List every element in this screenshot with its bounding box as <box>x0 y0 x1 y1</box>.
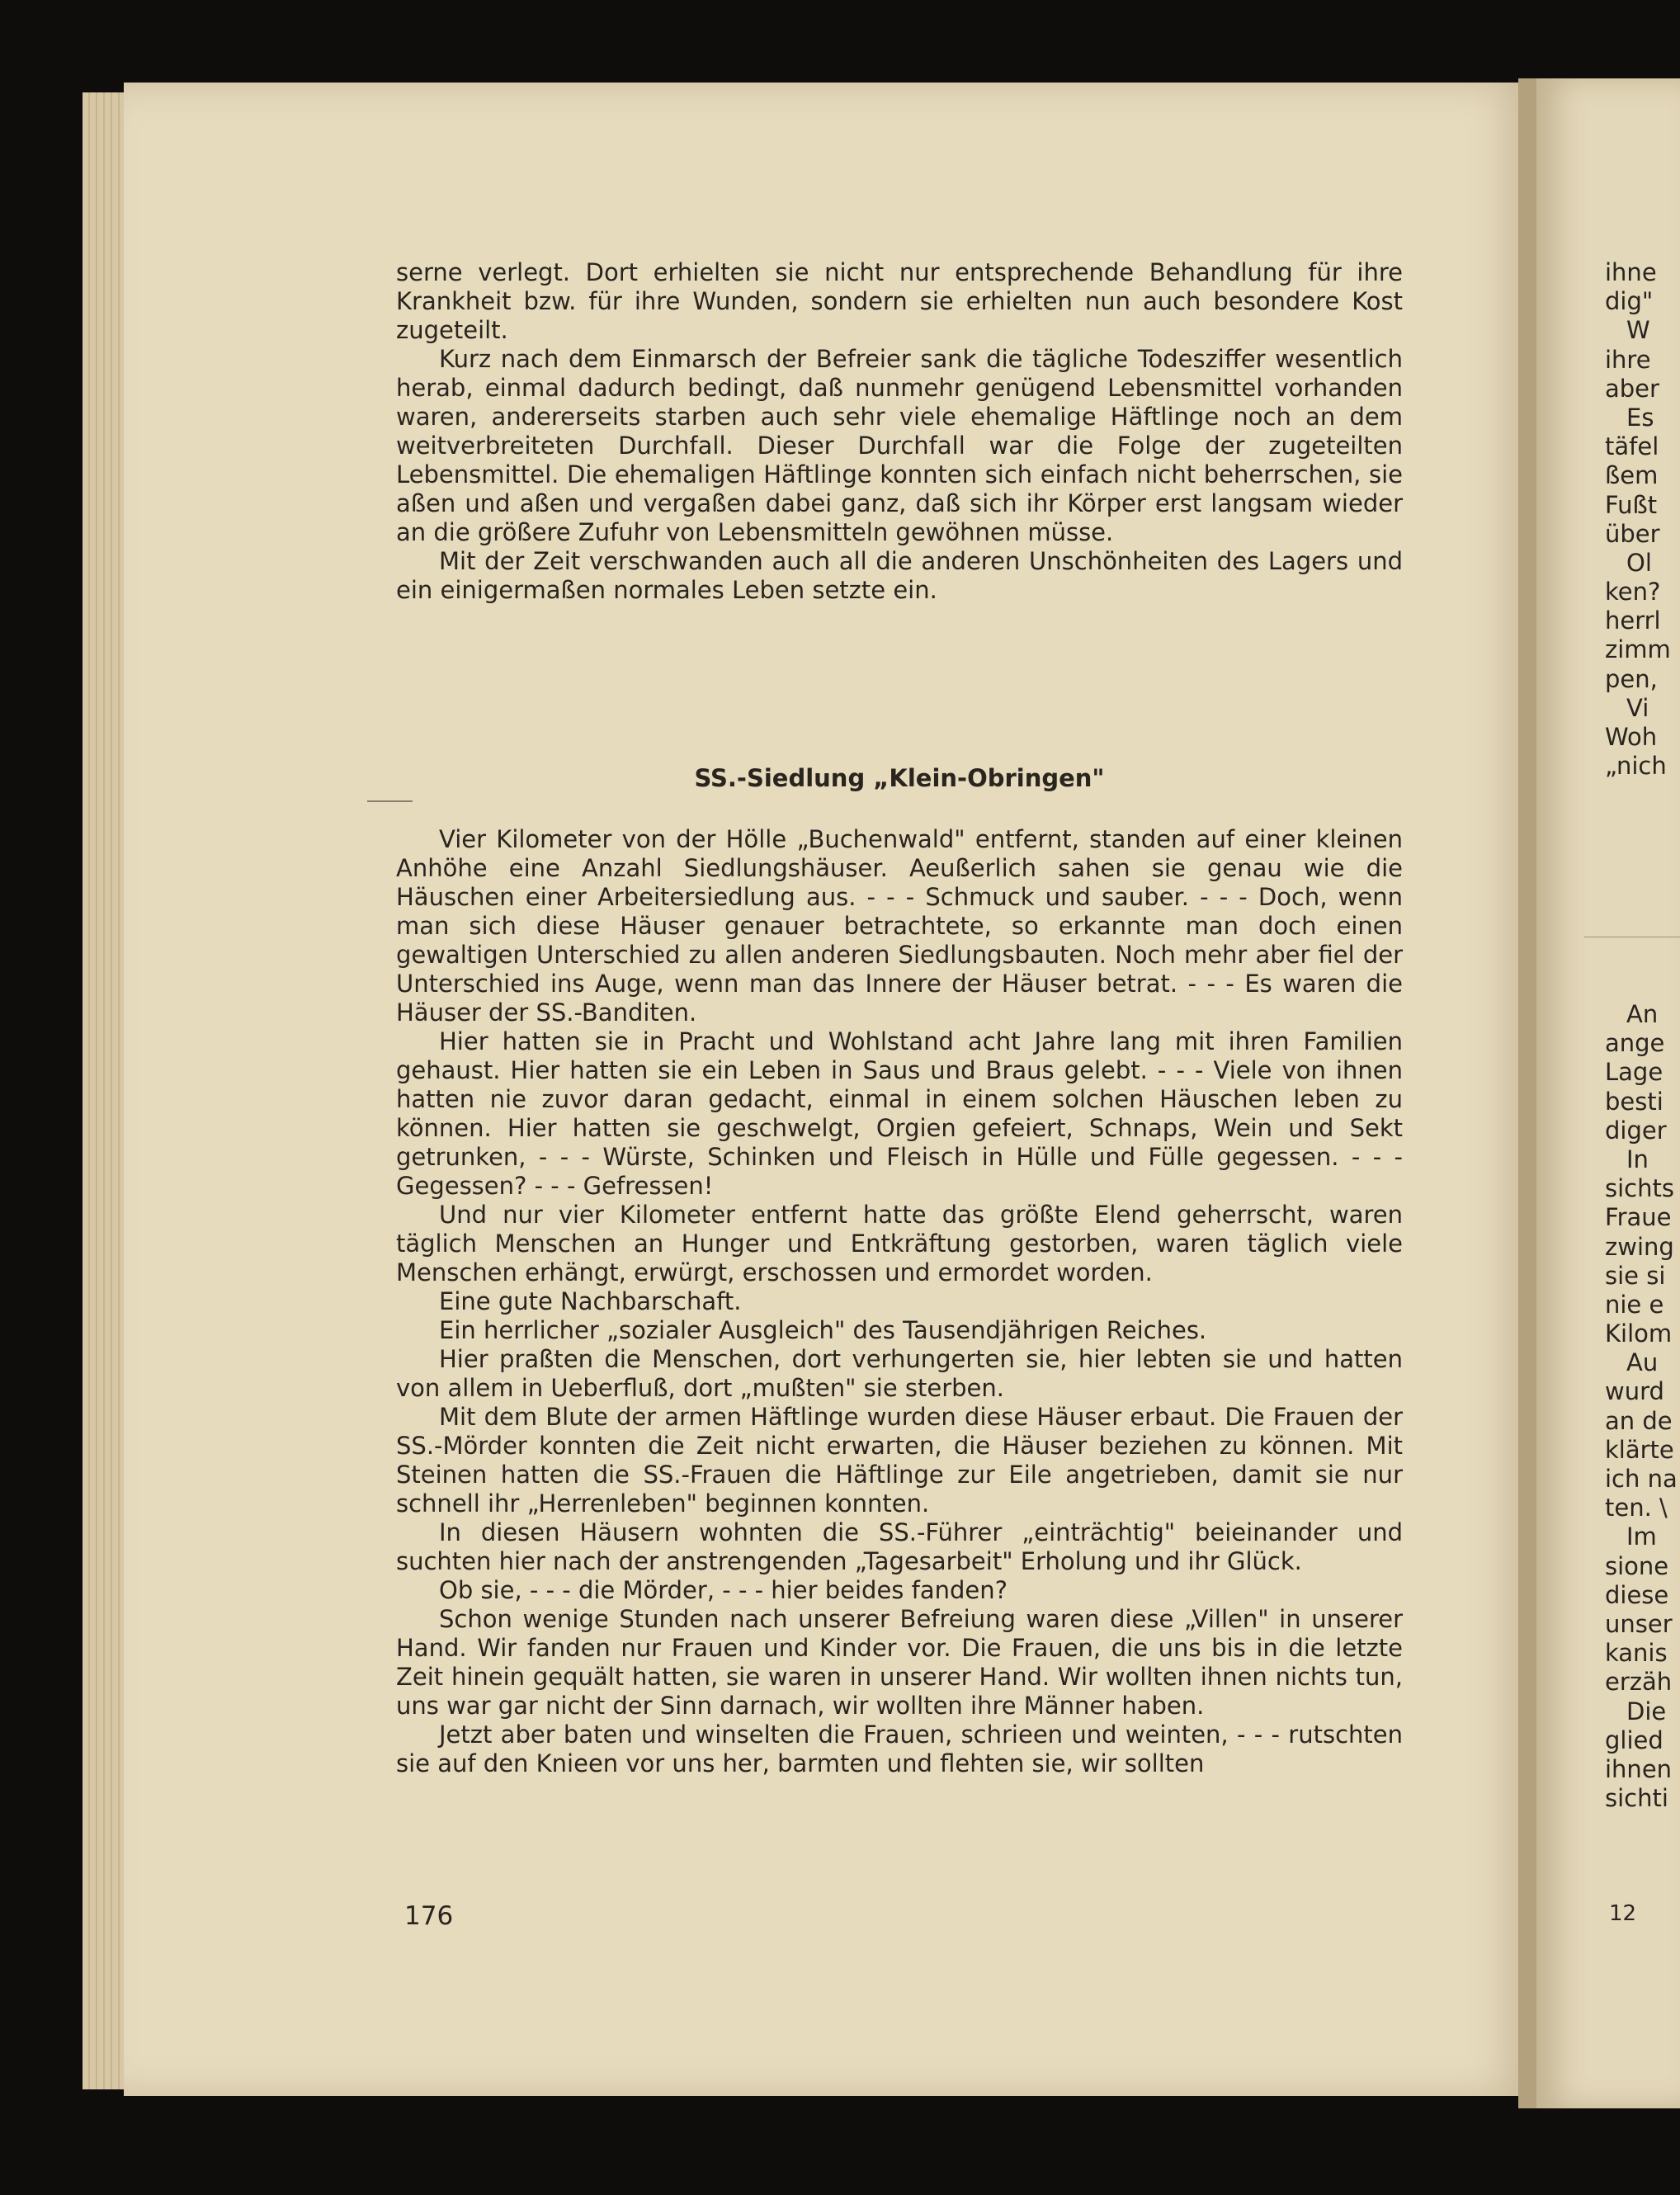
paragraph: Hier praßten die Menschen, dort verhungerten sie, hier lebten sie und hatten von allem in Ueberfluß, dort „mußten" sie sterben. <box>396 1345 1403 1402</box>
paragraph: Eine gute Nachbarschaft. <box>439 1287 742 1315</box>
right-page-line: sichts <box>1605 1174 1674 1203</box>
paragraph: Und nur vier Kilometer entfernt hatte das größte Elend geherrscht, waren täglich Menschen an Hunger und Entkräftung gestorben, waren täglich viele Menschen erhängt, erwürgt, erschossen und ermordet worden. <box>396 1201 1403 1286</box>
right-page-line: Vi <box>1626 693 1649 722</box>
right-page-line: ihne <box>1605 258 1657 286</box>
right-page-line: „nich <box>1605 752 1667 781</box>
right-page-line: besti <box>1605 1087 1663 1116</box>
page-number: 176 <box>404 1901 454 1931</box>
decorative-mark <box>367 800 413 802</box>
right-page-line: ange <box>1605 1029 1665 1058</box>
right-page-line: ten. \ <box>1605 1494 1668 1522</box>
paragraph: Mit dem Blute der armen Häftlinge wurden diese Häuser erbaut. Die Frauen der SS.-Mörder konnten die Zeit nicht erwarten, die Häuser beziehen zu können. Mit Steinen hatten die SS.-Frauen die Häftlinge zur Eile angetrieben, damit sie nur schnell ihr „Herrenleben" beginnen konnten. <box>396 1403 1403 1518</box>
right-page-line: Die <box>1626 1697 1667 1725</box>
section-heading: SS.-Siedlung „Klein-Obringen" <box>694 764 1105 792</box>
paragraph: Vier Kilometer von der Hölle „Buchenwald" entfernt, standen auf einer kleinen Anhöhe eine Anzahl Siedlungshäuser. Aeußerlich sahen sie genau wie die Häuschen einer Arbeitersiedlung aus. - - - Schmuck und sauber. - - - Doch, wenn man sich diese Häuser genauer betrachtete, so erkannte man doch einen gewaltigen Unterschied zu allen anderen Siedlungsbauten. Noch mehr aber fiel der Unterschied ins Auge, wenn man das Innere der Häuser betrat. - - - Es waren die Häuser der SS.-Banditen. <box>396 825 1403 1027</box>
right-page-line: zwing <box>1605 1232 1674 1261</box>
right-page-line: glied <box>1605 1725 1663 1754</box>
paragraph: Schon wenige Stunden nach unserer Befreiung waren diese „Villen" in unserer Hand. Wir fanden nur Frauen und Kinder vor. Die Frauen, die uns bis in die letzte Zeit hinein gequält hatten, sie waren in unserer Hand. Wir wollten ihnen nichts tun, uns war gar nicht der Sinn darnach, wir wollten ihre Männer haben. <box>396 1605 1403 1720</box>
right-page-line: wurd <box>1605 1377 1664 1406</box>
right-page-line: Fraue <box>1605 1203 1672 1232</box>
intro-text <box>396 258 1403 605</box>
paragraph: In diesen Häusern wohnten die SS.-Führer „einträchtig" beieinander und suchten hier nach der anstrengenden „Tagesarbeit" Erholung und ihr Glück. <box>396 1518 1403 1575</box>
right-page-line: Woh <box>1605 723 1658 751</box>
paragraph: Kurz nach dem Einmarsch der Befreier sank die tägliche Todesziffer wesentlich herab, einmal dadurch bedingt, daß nunmehr genügend Lebensmittel vorhanden waren, andererseits starben auch sehr viele ehemalige Häftlinge noch an dem weitverbreiteten Durchfall. Dieser Durchfall war die Folge der zugeteilten Lebensmittel. Die ehemaligen Häftlinge konnten sich einfach nicht beherrschen, sie aßen und aßen und vergaßen dabei ganz, daß sich ihr Körper erst langsam wieder an die größere Zufuhr von Lebensmitteln gewöhnen müsse. <box>396 345 1403 546</box>
right-page-line: über <box>1605 519 1660 548</box>
right-page-line: ihre <box>1605 345 1651 374</box>
right-page-line: erzäh <box>1605 1668 1673 1697</box>
right-page-line: an de <box>1605 1406 1673 1435</box>
right-page-line: herrl <box>1605 607 1661 635</box>
right-page-line: Es <box>1626 403 1654 432</box>
right-page-line: klärte <box>1605 1435 1674 1464</box>
right-page-fragments-top <box>1605 258 1680 781</box>
right-page-line: ßem <box>1605 461 1659 490</box>
right-page-line: Au <box>1626 1348 1659 1377</box>
right-page-line: diger <box>1605 1116 1667 1145</box>
section-text <box>396 825 1403 1778</box>
right-page-line: sie si <box>1605 1261 1666 1290</box>
right-page-line: Im <box>1626 1522 1657 1551</box>
right-page-line: täfel <box>1605 432 1659 461</box>
right-page-line: sione <box>1605 1551 1669 1580</box>
right-page-line: ihnen <box>1605 1754 1673 1783</box>
paragraph: Mit der Zeit verschwanden auch all die anderen Unschönheiten des Lagers und ein einigermaßen normales Leben setzte ein. <box>396 547 1403 604</box>
right-page-line: unser <box>1605 1609 1673 1638</box>
paragraph: Ein herrlicher „sozialer Ausgleich" des Tausendjährigen Reiches. <box>439 1316 1207 1344</box>
right-page-number: 12 <box>1609 1901 1637 1926</box>
paragraph: Jetzt aber baten und winselten die Frauen, schrieen und weinten, - - - rutschten sie auf den Knieen vor uns her, barmten und flehten sie, wir sollten <box>396 1721 1403 1777</box>
right-page-line: nie e <box>1605 1290 1664 1319</box>
paragraph: serne verlegt. Dort erhielten sie nicht nur entsprechende Behandlung für ihre Krankheit bzw. für ihre Wunden, sondern sie erhielten nun auch besondere Kost zugeteilt. <box>396 258 1403 344</box>
right-page-line: kanis <box>1605 1639 1668 1668</box>
right-page-line: ken? <box>1605 578 1661 607</box>
right-page-line: zimm <box>1605 635 1671 664</box>
right-page-line: sichti <box>1605 1784 1668 1813</box>
right-page-line: Ol <box>1626 548 1652 577</box>
right-page-line: An <box>1626 1000 1659 1028</box>
right-page-line: Kilom <box>1605 1319 1673 1348</box>
right-page-line: pen, <box>1605 664 1658 693</box>
right-page-line: In <box>1626 1145 1649 1173</box>
right-page-line: ich na <box>1605 1465 1678 1493</box>
right-page-line: W <box>1626 316 1650 345</box>
paragraph: Ob sie, - - - die Mörder, - - - hier beides fanden? <box>439 1576 1008 1604</box>
right-page-line: dig" <box>1605 287 1654 316</box>
right-page-line: diese <box>1605 1580 1669 1609</box>
right-page-line: Lage <box>1605 1058 1663 1087</box>
right-page-line: aber <box>1605 374 1659 403</box>
paragraph: Hier hatten sie in Pracht und Wohlstand acht Jahre lang mit ihren Familien gehaust. Hier hatten sie ein Leben in Saus und Braus gelebt. - - - Viele von ihnen hatten nie zuvor daran gedacht, einmal in einem solchen Häuschen leben zu können. Hier hatten sie geschwelgt, Orgien gefeiert, Schnaps, Wein und Sekt getrunken, - - - Würste, Schinken und Fleisch in Hülle und Fülle gegessen. - - - Gegessen? - - - Gefressen! <box>396 1027 1403 1200</box>
right-page-line: Fußt <box>1605 490 1658 519</box>
right-page-fragments-bottom <box>1605 1000 1680 1813</box>
